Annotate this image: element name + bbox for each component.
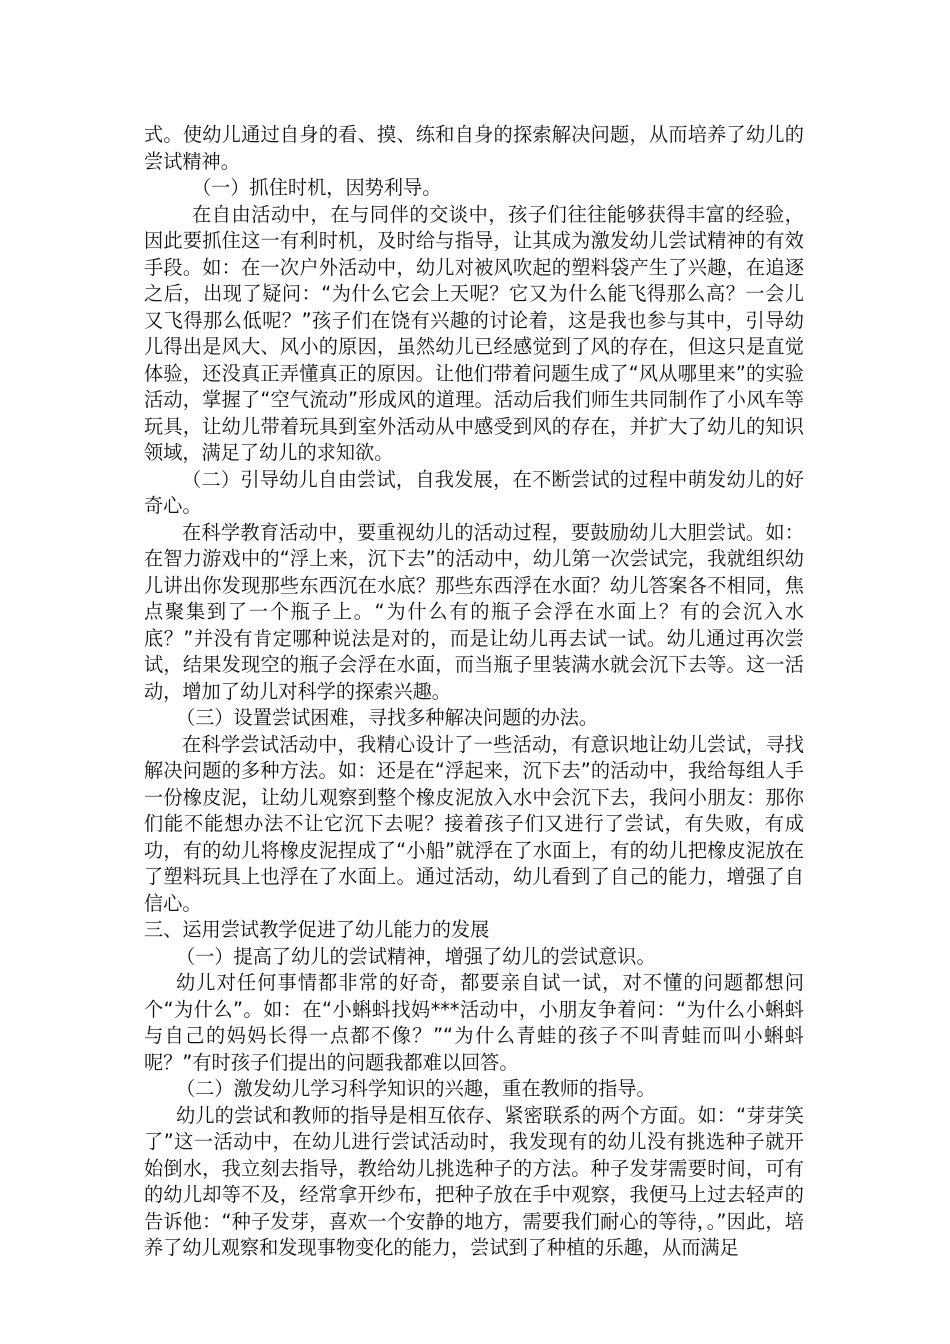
paragraph-plasticine-activity: 在科学尝试活动中，我精心设计了一些活动，有意识地让幼儿尝试，寻找解决问题的多种方法。如：还是在“浮起来，沉下去”的活动中，我给每组人手一份橡皮泥，让幼儿观察到整个橡皮泥放入水中会沉下去，我问小朋友：那你们能不能想办法不让它沉下去呢？接着孩子们又进行了尝试，有失败，有成功，有的幼儿将橡皮泥捏成了“小船”就浮在了水面上，有的幼儿把橡皮泥放在了塑料玩具上也浮在了水面上。通过活动，幼儿看到了自己的能力，增强了自信心。 bbox=[144, 732, 804, 915]
paragraph-teacher-guidance: 幼儿的尝试和教师的指导是相互依存、紧密联系的两个方面。如：“芽芽笑了”这一活动中，在幼儿进行尝试活动时，我发现有的幼儿没有挑选种子就开始倒水，我立刻去指导，教给幼儿挑选种子的方法。种子发芽需要时间，可有的幼儿却等不及，经常拿开纱布，把种子放在手中观察，我便马上过去轻声的告诉他：“种子发芽，喜欢一个安静的地方，需要我们耐心的等待，。”因此，培养了幼儿观察和发现事物变化的能力，尝试到了种植的乐趣，从而满足 bbox=[144, 1103, 804, 1259]
subheading-stimulate-interest: （二）激发幼儿学习科学知识的兴趣，重在教师的指导。 bbox=[176, 1077, 656, 1100]
subheading-guide-free-trial: （二）引导幼儿自由尝试，自我发展，在不断尝试的过程中萌发幼儿的好奇心。 bbox=[144, 467, 804, 517]
subheading-set-difficulties: （三）设置尝试困难，寻找多种解决问题的办法。 bbox=[176, 706, 599, 729]
subheading-seize-opportunity: （一）抓住时机，因势利导。 bbox=[192, 176, 442, 199]
paragraph-science-activity: 在科学教育活动中，要重视幼儿的活动过程，要鼓励幼儿大胆尝试。如：在智力游戏中的“浮上来，沉下去”的活动中，幼儿第一次尝试完，我就组织幼儿讲出你发现那些东西沉在水底？那些东西浮在水面？幼儿答案各不相同，焦点聚集到了一个瓶子上。“为什么有的瓶子会浮在水面上？有的会沉入水底？”并没有肯定哪种说法是对的，而是让幼儿再去试一试。幼儿通过再次尝试，结果发现空的瓶子会浮在水面，而当瓶子里装满水就会沉下去等。这一活动，增加了幼儿对科学的探索兴趣。 bbox=[144, 520, 804, 703]
paragraph-curiosity: 幼儿对任何事情都非常的好奇，都要亲自试一试，对不懂的问题都想问个“为什么”。如：在“小蝌蚪找妈***活动中，小朋友争着问：“为什么小蝌蚪与自己的妈妈长得一点都不像？”“为什么青蛙的孩子不叫青蛙而叫小蝌蚪呢？”有时孩子们提出的问题我都难以回答。 bbox=[144, 971, 804, 1074]
subheading-improve-trial-spirit: （一）提高了幼儿的尝试精神，增强了幼儿的尝试意识。 bbox=[176, 944, 656, 968]
paragraph-free-activity: 在自由活动中，在与同伴的交谈中，孩子们往往能够获得丰富的经验，因此要抓住这一有利时机，及时给与指导，让其成为激发幼儿尝试精神的有效手段。如：在一次户外活动中，幼儿对被风吹起的塑料袋产生了兴趣，在追逐之后，出现了疑问：“为什么它会上天呢？它又为什么能飞得那么高？一会儿又飞得那么低呢？”孩子们在饶有兴趣的讨论着，这是我也参与其中，引导幼儿得出是风大、风小的原因，虽然幼儿已经感觉到了风的存在，但这只是直觉体验，还没真正弄懂真正的原因。让他们带着问题生成了“风从哪里来”的实验活动，掌握了“空气流动”形成风的道理。活动后我们师生共同制作了小风车等玩具，让幼儿带着玩具到室外活动从中感受到风的存在，并扩大了幼儿的知识领域，满足了幼儿的求知欲。 bbox=[144, 202, 804, 464]
document-body bbox=[144, 122, 804, 1262]
paragraph-intro-continuation: 式。使幼儿通过自身的看、摸、练和自身的探索解决问题，从而培养了幼儿的尝试精神。 bbox=[144, 123, 804, 173]
section-heading-three: 三、运用尝试教学促进了幼儿能力的发展 bbox=[144, 918, 490, 941]
